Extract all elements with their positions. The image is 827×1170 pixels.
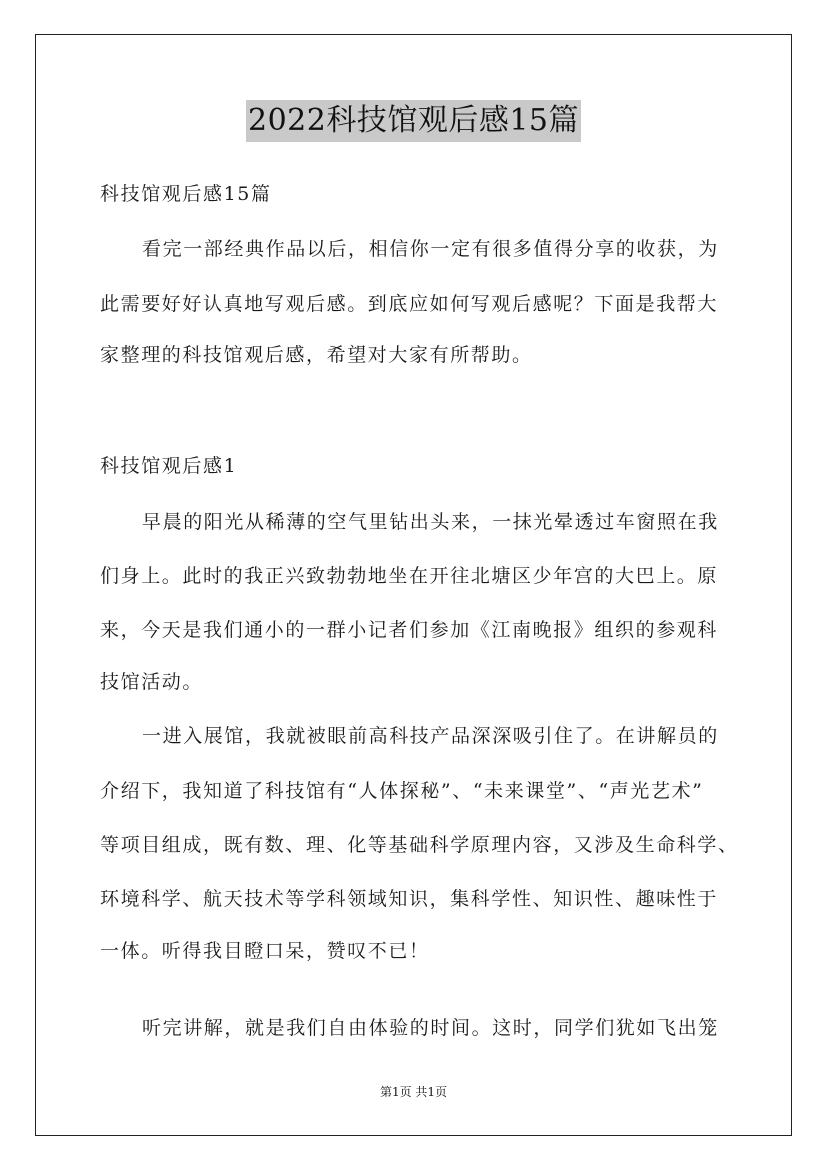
paragraph-line: 环境科学、航天技术等学科领域知识，集科学性、知识性、趣味性于	[100, 888, 719, 910]
paragraph-line: 听完讲解，就是我们自由体验的时间。这时，同学们犹如飞出笼	[142, 1017, 719, 1039]
page-footer: 第1页 共1页	[379, 1085, 448, 1099]
paragraph-line: 来，今天是我们通小的一群小记者们参加《江南晚报》组织的参观科	[100, 619, 719, 641]
title-container	[0, 100, 827, 142]
paragraph-line: 等项目组成，既有数、理、化等基础科学原理内容，又涉及生命科学、	[100, 834, 739, 856]
paragraph-line: 们身上。此时的我正兴致勃勃地坐在开往北塘区少年宫的大巴上。原	[100, 565, 719, 587]
paragraph-line: 早晨的阳光从稀薄的空气里钻出头来，一抹光晕透过车窗照在我	[142, 511, 719, 533]
paragraph-line: 一体。听得我目瞪口呆，赞叹不已！	[100, 940, 430, 962]
paragraph-line: 此需要好好认真地写观后感。到底应如何写观后感呢？下面是我帮大	[100, 293, 719, 315]
paragraph-line: 家整理的科技馆观后感，希望对大家有所帮助。	[100, 344, 533, 366]
paragraph-line: 介绍下，我知道了科技馆有“人体探秘”、“未来课堂”、“声光艺术”	[100, 780, 704, 802]
paragraph-line: 一进入展馆，我就被眼前高科技产品深深吸引住了。在讲解员的	[142, 725, 719, 747]
paragraph-line: 看完一部经典作品以后，相信你一定有很多值得分享的收获，为	[142, 238, 719, 260]
section-heading: 科技馆观后感1	[100, 455, 238, 477]
subtitle-line: 科技馆观后感15篇	[100, 183, 272, 205]
paragraph-line: 技馆活动。	[100, 671, 204, 693]
document-title: 2022科技馆观后感15篇	[246, 100, 581, 142]
